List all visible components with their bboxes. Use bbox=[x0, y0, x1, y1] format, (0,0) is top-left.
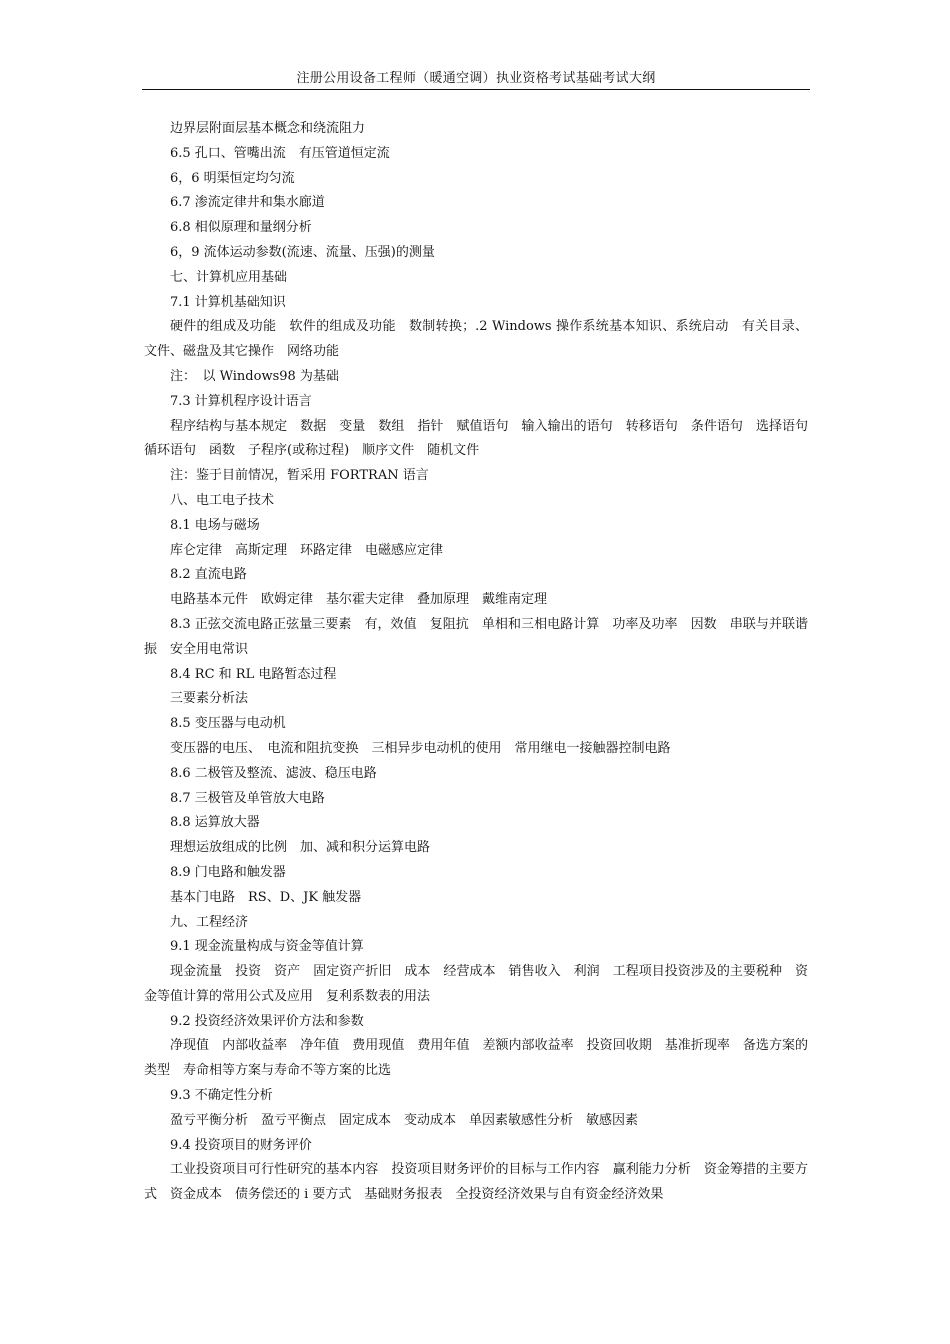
outline-paragraph: 6，9 流体运动参数(流速、流量、压强)的测量 bbox=[170, 244, 435, 260]
outline-paragraph: 9.1 现金流量构成与资金等值计算 bbox=[170, 939, 364, 955]
outline-paragraph: 注：鉴于目前情况，暂采用 FORTRAN 语言 bbox=[170, 468, 429, 484]
outline-paragraph: 注： 以 Windows98 为基础 bbox=[170, 368, 339, 384]
outline-paragraph: 盈亏平衡分析 盈亏平衡点 固定成本 变动成本 单因素敏感性分析 敏感因素 bbox=[170, 1112, 639, 1128]
outline-paragraph: 8.4 RC 和 RL 电路暂态过程 bbox=[170, 666, 337, 682]
outline-paragraph: 8.9 门电路和触发器 bbox=[170, 864, 286, 880]
outline-paragraph: 6.8 相似原理和量纲分析 bbox=[170, 220, 312, 236]
outline-paragraph: 6，6 明渠恒定均匀流 bbox=[170, 170, 295, 186]
outline-paragraph: 6.5 孔口、管嘴出流 有压管道恒定流 bbox=[170, 145, 390, 161]
outline-paragraph: 变压器的电压、 电流和阻抗变换 三相异步电动机的使用 常用继电一接触器控制电路 bbox=[170, 740, 671, 756]
outline-paragraph: 净现值 内部收益率 净年值 费用现值 费用年值 差额内部收益率 投资回收期 基准折现率 备选方案的类型 寿命相等方案与寿命不等方案的比选 bbox=[144, 1038, 808, 1079]
outline-paragraph: 九、工程经济 bbox=[170, 914, 249, 930]
document-body bbox=[144, 117, 822, 1208]
header-title: 注册公用设备工程师（暖通空调）执业资格考试基础考试大纲 bbox=[296, 71, 656, 86]
outline-paragraph: 现金流量 投资 资产 固定资产折旧 成本 经营成本 销售收入 利润 工程项目投资涉及的主要税种 资金等值计算的常用公式及应用 复利系数表的用法 bbox=[144, 964, 808, 1004]
outline-paragraph: 8.5 变压器与电动机 bbox=[170, 716, 286, 732]
outline-paragraph: 硬件的组成及功能 软件的组成及功能 数制转换；.2 Windows 操作系统基本知识、系统启动 有关目录、文件、磁盘及其它操作 网络功能 bbox=[144, 319, 808, 360]
outline-paragraph: 9.4 投资项目的财务评价 bbox=[170, 1137, 312, 1153]
outline-paragraph: 8.6 二极管及整流、滤波、稳压电路 bbox=[170, 765, 377, 781]
outline-paragraph: 边界层附面层基本概念和绕流阻力 bbox=[170, 121, 366, 136]
outline-paragraph: 库仑定律 高斯定理 环路定律 电磁感应定律 bbox=[170, 542, 444, 558]
outline-paragraph: 6.7 渗流定律井和集水廊道 bbox=[170, 195, 325, 211]
outline-paragraph: 八、电工电子技术 bbox=[170, 492, 275, 508]
outline-paragraph: 理想运放组成的比例 加、减和积分运算电路 bbox=[170, 840, 431, 856]
outline-paragraph: 电路基本元件 欧姆定律 基尔霍夫定律 叠加原理 戴维南定理 bbox=[170, 592, 548, 608]
outline-paragraph: 9.2 投资经济效果评价方法和参数 bbox=[170, 1013, 364, 1029]
outline-paragraph: 8.7 三极管及单管放大电路 bbox=[170, 790, 325, 806]
outline-paragraph: 8.2 直流电路 bbox=[170, 567, 247, 583]
outline-paragraph: 七、计算机应用基础 bbox=[170, 269, 288, 285]
outline-paragraph: 基本门电路 RS、D、JK 触发器 bbox=[170, 889, 362, 905]
outline-paragraph: 7.1 计算机基础知识 bbox=[170, 294, 286, 310]
outline-paragraph: 8.3 正弦交流电路正弦量三要素 有，效值 复阻抗 单相和三相电路计算 功率及功率 因数 串联与并联谐振 安全用电常识 bbox=[144, 616, 808, 657]
page-header bbox=[142, 70, 810, 90]
outline-paragraph: 7.3 计算机程序设计语言 bbox=[170, 393, 312, 409]
outline-paragraph: 8.1 电场与磁场 bbox=[170, 517, 260, 533]
outline-paragraph: 三要素分析法 bbox=[170, 691, 249, 707]
outline-paragraph: 程序结构与基本规定 数据 变量 数组 指针 赋值语句 输入输出的语句 转移语句 条件语句 选择语句 循环语句 函数 子程序(或称过程) 顺序文件 随机文件 bbox=[144, 418, 822, 459]
outline-paragraph: 工业投资项目可行性研究的基本内容 投资项目财务评价的目标与工作内容 赢利能力分析 资金筹措的主要方式 资金成本 债务偿还的 i 要方式 基础财务报表 全投资经济效果与自有资金经济效果 bbox=[144, 1162, 808, 1203]
outline-paragraph: 8.8 运算放大器 bbox=[170, 815, 260, 831]
outline-paragraph: 9.3 不确定性分析 bbox=[170, 1088, 273, 1104]
